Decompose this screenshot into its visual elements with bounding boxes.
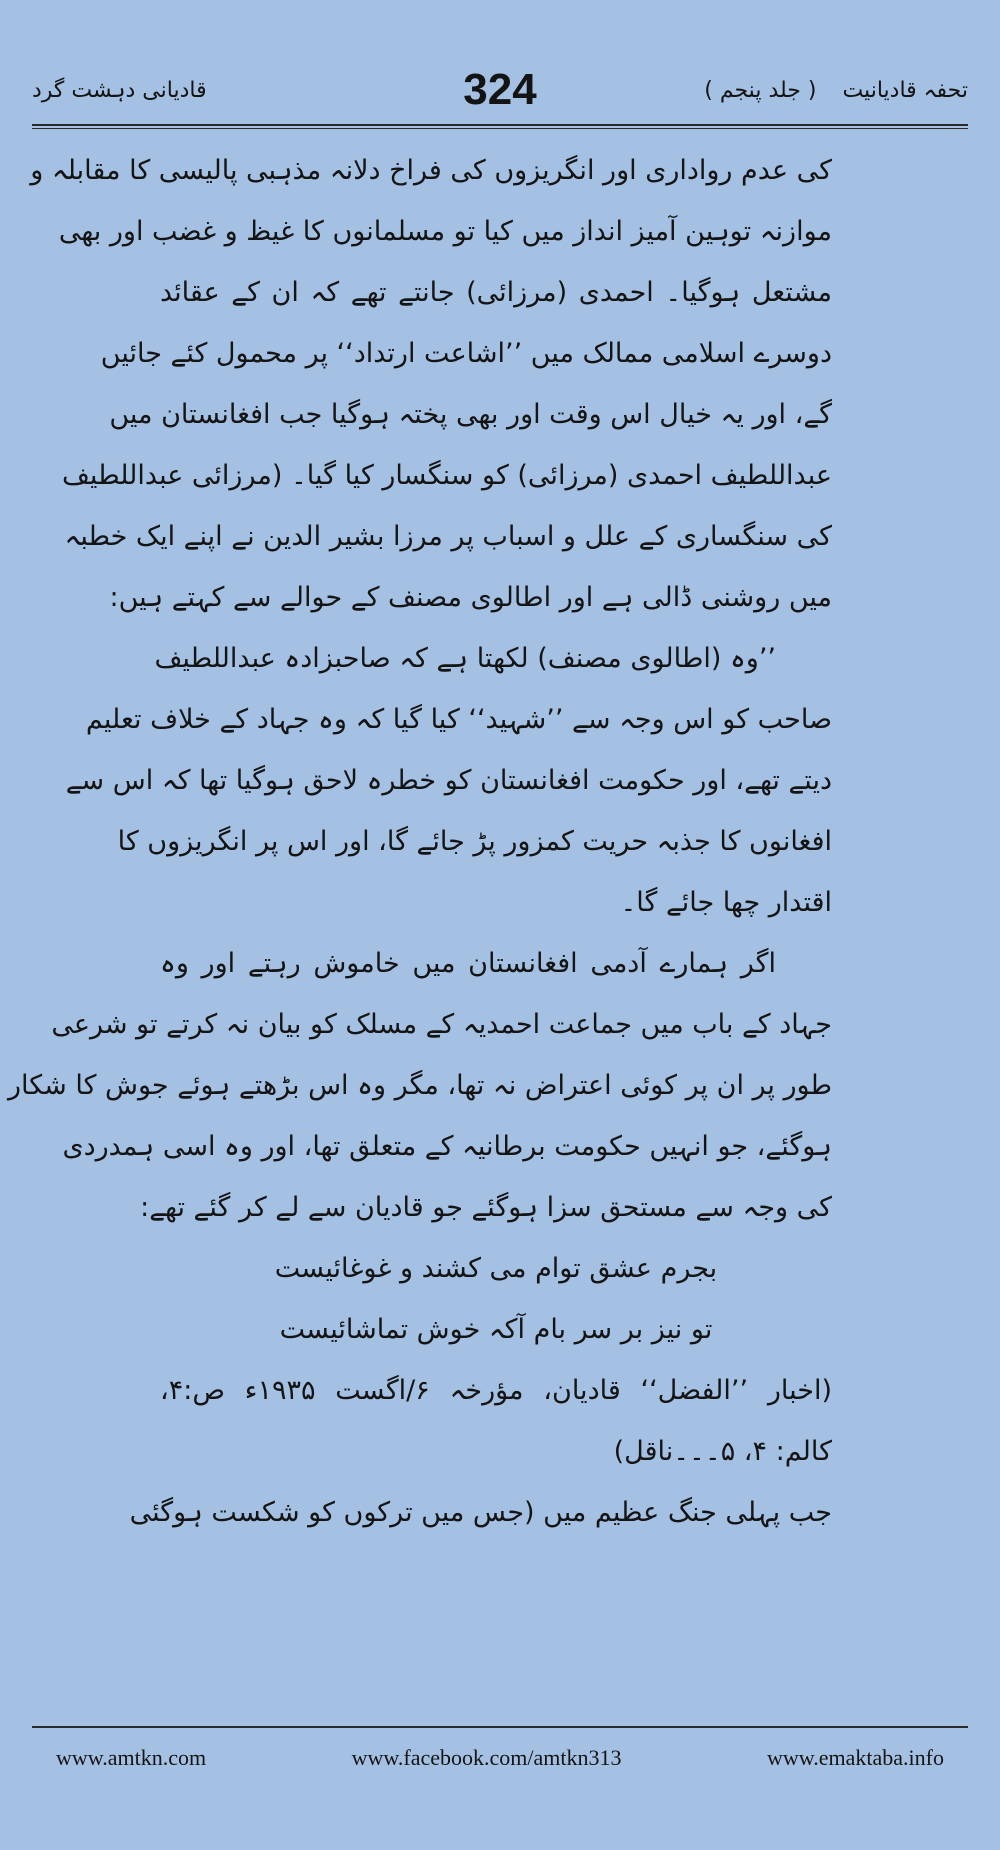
citation-line: (اخبار ’’الفضل‘‘ قادیان، مؤرخہ ۶/اگست ۱۹۳۵ء ص:۴، bbox=[160, 1375, 832, 1406]
quote-line: ’’وہ (اطالوی مصنف) لکھتا ہے کہ صاحبزادہ عبداللطیف bbox=[154, 643, 776, 674]
citation-line: کالم: ۴، ۵۔۔۔ناقل) bbox=[613, 1436, 832, 1467]
book-title: تحفہ قادیانیت bbox=[842, 77, 968, 103]
quote-line: کی وجہ سے مستحق سزا ہوگئے جو قادیان سے لے کر گئے تھے: bbox=[140, 1192, 832, 1223]
volume-label: ( جلد پنجم ) bbox=[704, 77, 817, 103]
text-line: کی عدم رواداری اور انگریزوں کی فراخ دلانہ مذہبی پالیسی کا مقابلہ و bbox=[30, 155, 832, 186]
quote-line: جہاد کے باب میں جماعت احمدیہ کے مسلک کو بیان نہ کرتے تو شرعی bbox=[51, 1009, 832, 1040]
page-header bbox=[32, 60, 968, 120]
text-line: کی سنگساری کے علل و اسباب پر مرزا بشیر الدین نے اپنے ایک خطبہ bbox=[64, 521, 832, 552]
header-divider bbox=[32, 124, 968, 126]
text-line: میں روشنی ڈالی ہے اور اطالوی مصنف کے حوالے سے کہتے ہیں: bbox=[109, 582, 832, 613]
text-line: گے، اور یہ خیال اس وقت اور بھی پختہ ہوگیا جب افغانستان میں bbox=[109, 399, 832, 430]
page-footer bbox=[56, 1740, 944, 1776]
quote-line: صاحب کو اس وجہ سے ’’شہید‘‘ کیا گیا کہ وہ جہاد کے خلاف تعلیم bbox=[85, 704, 832, 735]
page-body bbox=[7, 140, 832, 1700]
quote-line: طور پر ان پر کوئی اعتراض نہ تھا، مگر وہ اس بڑھتے ہوئے جوش کا شکار bbox=[7, 1070, 832, 1101]
chapter-title: قادیانی دہشت گرد bbox=[32, 77, 207, 103]
text-line: جب پہلی جنگ عظیم میں (جس میں ترکوں کو شکست ہوگئی bbox=[129, 1497, 832, 1528]
text-line: موازنہ توہین آمیز انداز میں کیا تو مسلمانوں کا غیظ و غضب اور بھی bbox=[58, 216, 832, 247]
page-number: 324 bbox=[463, 65, 537, 114]
footer-link-facebook[interactable]: www.facebook.com/amtkn313 bbox=[351, 1745, 622, 1770]
verse-line: بجرم عشق توام می کشند و غوغائیست bbox=[274, 1253, 718, 1284]
header-divider-thin bbox=[32, 128, 968, 129]
quote-line: ہوگئے، جو انہیں حکومت برطانیہ کے متعلق تھا، اور وہ اسی ہمدردی bbox=[62, 1131, 832, 1162]
text-line: مشتعل ہوگیا۔ احمدی (مرزائی) جانتے تھے کہ ان کے عقائد bbox=[160, 277, 832, 308]
quote-line: دیتے تھے، اور حکومت افغانستان کو خطرہ لاحق ہوگیا تھا کہ اس سے bbox=[65, 765, 832, 796]
text-line: عبداللطیف احمدی (مرزائی) کو سنگسار کیا گیا۔ (مرزائی عبداللطیف bbox=[61, 460, 832, 491]
quote-line: افغانوں کا جذبہ حریت کمزور پڑ جائے گا، اور اس پر انگریزوں کا bbox=[117, 826, 832, 857]
footer-link-emaktaba[interactable]: www.emaktaba.info bbox=[767, 1745, 944, 1770]
quote-line: اقتدار چھا جائے گا۔ bbox=[620, 887, 832, 918]
quote-line: اگر ہمارے آدمی افغانستان میں خاموش رہتے اور وہ bbox=[160, 948, 776, 979]
verse-line: تو نیز بر سر بام آکہ خوش تماشائیست bbox=[279, 1314, 713, 1345]
text-line: دوسرے اسلامی ممالک میں ’’اشاعت ارتداد‘‘ پر محمول کئے جائیں bbox=[100, 338, 832, 369]
book-title-group bbox=[704, 78, 968, 103]
footer-divider bbox=[32, 1726, 968, 1728]
footer-link-amtkn[interactable]: www.amtkn.com bbox=[56, 1745, 207, 1770]
